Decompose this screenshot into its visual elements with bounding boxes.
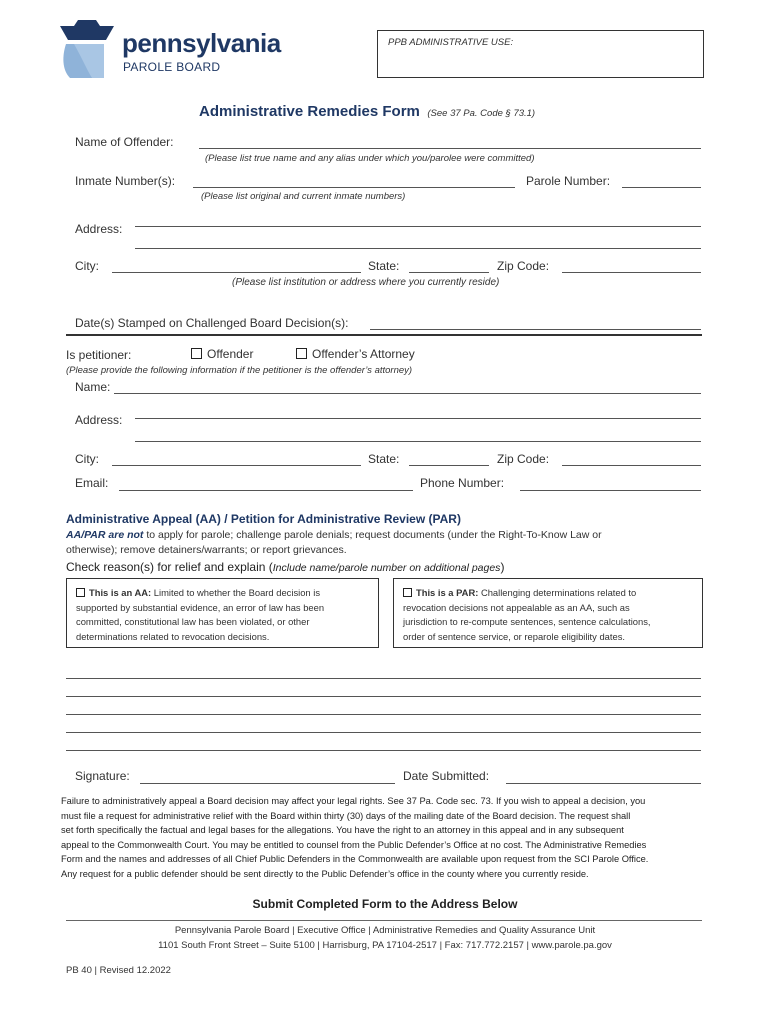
explanation-line-5[interactable] [66,750,701,751]
offender-option-label: Offender [207,347,254,361]
form-title [199,103,535,121]
appeal-exclusions-2: otherwise); remove detainers/warrants; or report grievances. [66,544,347,556]
attorney-phone-label: Phone Number: [420,476,505,490]
attorney-checkbox[interactable] [296,348,307,359]
attorney-state-label: State: [368,452,400,466]
dates-stamped-field[interactable] [370,329,701,330]
par-line-3: order of sentence service, or reparole eligibility dates. [403,630,625,642]
submit-address-line-2: 1101 South Front Street – Suite 5100 | Harrisburg, PA 17104-2517 | Fax: 717.772.2157 | www.parole.pa.gov [158,940,612,951]
petitioner-note: (Please provide the following information if the petitioner is the offender’s attorney) [66,365,413,376]
attorney-phone-field[interactable] [520,490,701,491]
parole-number-label: Parole Number: [526,174,611,188]
offender-name-label: Name of Offender: [75,135,174,149]
attorney-email-label: Email: [75,476,109,490]
aa-line-3: determinations related to revocation decisions. [76,630,270,642]
attorney-option-label: Offender’s Attorney [312,347,415,361]
disclaimer-line-1: must file a request for administrative relief with the Board within thirty (30) days of the mailing date of the Board decision. The request shall [61,810,631,821]
par-checkbox[interactable] [403,588,412,597]
offender-address-field-2[interactable] [135,248,701,249]
disclaimer-line-2: set forth specifically the factual and legal bases for the allegations. You have the right to an attorney in this appeal and in any subsequent [61,825,624,836]
par-line-0: Challenging determinations related to [478,587,637,598]
attorney-address-label: Address: [75,413,123,427]
keystone-logo-icon [56,20,118,80]
date-submitted-label: Date Submitted: [403,769,490,783]
par-box [393,578,703,648]
submit-address-line-1: Pennsylvania Parole Board | Executive Office | Administrative Remedies and Quality Assurance Unit [174,925,596,936]
explanation-line-2[interactable] [66,696,701,697]
logo [56,20,296,80]
aa-checkbox[interactable] [76,588,85,597]
aa-box [66,578,379,648]
offender-city-field[interactable] [112,272,361,273]
attorney-email-field[interactable] [119,490,413,491]
logo-subtitle: PAROLE BOARD [123,60,221,74]
inmate-number-label: Inmate Number(s): [75,174,176,188]
attorney-name-field[interactable] [114,393,701,394]
attorney-city-label: City: [75,452,99,466]
attorney-city-field[interactable] [112,465,361,466]
check-reasons-close: ) [500,560,505,574]
aa-line-1: supported by substantial evidence, an error of law has been [76,601,325,613]
disclaimer-line-5: Any request for a public defender should be sent directly to the Public Defender’s office in the county where you currently reside. [61,868,589,879]
attorney-zip-field[interactable] [562,465,701,466]
aa-bold: This is an AA: [89,587,152,598]
petitioner-offender-option[interactable] [191,347,253,361]
form-title-ref: (See 37 Pa. Code § 73.1) [427,108,536,119]
offender-zip-field[interactable] [562,272,701,273]
offender-address-field-1[interactable] [135,226,701,227]
par-bold: This is a PAR: [416,587,479,598]
explanation-line-4[interactable] [66,732,701,733]
petitioner-attorney-option[interactable] [296,347,415,361]
offender-name-field[interactable] [199,148,701,149]
offender-state-label: State: [368,259,400,273]
form-title-main: Administrative Remedies Form [199,103,420,120]
aa-text [76,586,372,644]
attorney-address-field-2[interactable] [135,441,701,442]
offender-address-label: Address: [75,222,123,236]
par-text [403,586,697,644]
attorney-zip-label: Zip Code: [497,452,550,466]
petitioner-label: Is petitioner: [66,348,132,362]
offender-name-note: (Please list true name and any alias under which you/parolee were committed) [205,153,535,164]
explanation-line-3[interactable] [66,714,701,715]
inmate-number-field[interactable] [193,187,515,188]
form-id: PB 40 | Revised 12.2022 [66,965,171,976]
offender-zip-label: Zip Code: [497,259,550,273]
disclaimer [61,794,721,882]
offender-checkbox[interactable] [191,348,202,359]
date-submitted-field[interactable] [506,783,701,784]
disclaimer-line-3: appeal to the Commonwealth Court. You may be entitled to counsel from the Public Defender’s Office at no cost. The Administrative Remedies [61,839,647,850]
appeal-heading: Administrative Appeal (AA) / Petition for Administrative Review (PAR) [66,512,461,526]
check-reasons-note: Include name/parole number on additional pages [272,562,501,574]
offender-address-note: (Please list institution or address where you currently reside) [232,277,500,288]
attorney-name-label: Name: [75,380,111,394]
parole-number-field[interactable] [622,187,701,188]
appeal-not-text: to apply for parole; challenge parole denials; request documents (under the Right-To-Know Law or [143,529,602,541]
submit-heading: Submit Completed Form to the Address Below [252,897,518,911]
signature-field[interactable] [140,783,395,784]
attorney-state-field[interactable] [409,465,489,466]
aa-line-0: Limited to whether the Board decision is [151,587,321,598]
par-line-1: revocation decisions not appealable as an AA, such as [403,601,630,613]
submit-divider [66,920,702,921]
signature-label: Signature: [75,769,130,783]
dates-stamped-label: Date(s) Stamped on Challenged Board Decision(s): [75,316,349,330]
section-divider [66,334,702,336]
offender-state-field[interactable] [409,272,489,273]
admin-use-label: PPB ADMINISTRATIVE USE: [388,37,514,48]
offender-city-label: City: [75,259,99,273]
admin-use-box [377,30,704,78]
explanation-line-1[interactable] [66,678,701,679]
appeal-exclusions [66,529,602,541]
check-reasons-text: Check reason(s) for relief and explain ( [66,560,273,574]
logo-wordmark: pennsylvania [122,28,281,58]
aa-line-2: committed, constitutional law has been violated, or other [76,616,310,627]
disclaimer-line-0: Failure to administratively appeal a Board decision may affect your legal rights. See 37 Pa. Code sec. 73. If you wish to appeal a decision, you [61,796,646,806]
inmate-number-note: (Please list original and current inmate numbers) [201,191,406,202]
attorney-address-field-1[interactable] [135,418,701,419]
appeal-not-bold: AA/PAR are not [66,529,144,541]
disclaimer-line-4: Form and the names and addresses of all Chief Public Defenders in the Commonwealth are available upon request from the SCI Parole Office. [61,854,649,865]
check-reasons-label [66,560,504,574]
par-line-2: jurisdiction to re-compute sentences, sentence calculations, [403,616,651,627]
